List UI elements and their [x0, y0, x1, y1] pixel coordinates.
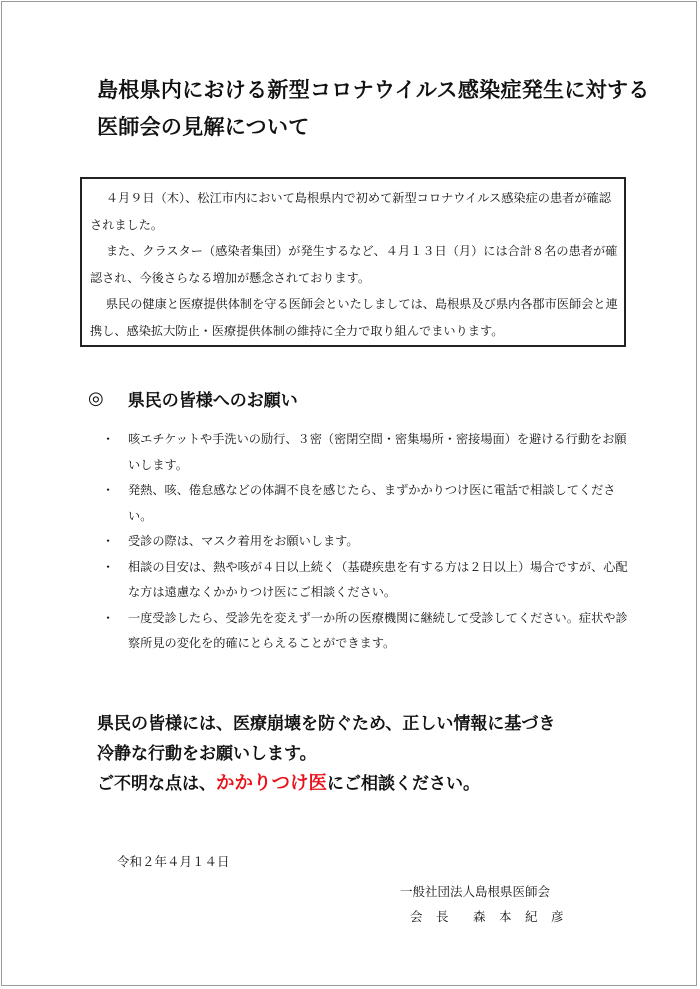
list-item — [102, 529, 634, 555]
signatory — [410, 907, 564, 925]
signatory-name: 森 本 紀 彦 — [473, 909, 565, 924]
list-item-text: 咳エチケットや手洗いの励行、３密（密閉空間・密集場所・密接場面）を避ける行動をお願いします。 — [128, 432, 627, 472]
bullet-icon: ・ — [102, 534, 115, 548]
closing-message — [97, 709, 657, 799]
bullet-icon: ・ — [102, 559, 115, 574]
list-item — [102, 606, 634, 657]
list-item-text: 受診の際は、マスク着用をお願いします。 — [128, 534, 359, 548]
request-list — [102, 427, 634, 657]
page-title — [97, 72, 657, 146]
section-heading — [88, 386, 298, 411]
section-heading-text: 県民の皆様へのお願い — [127, 391, 298, 411]
intro-paragraph: 県民の健康と医療提供体制を守る医師会といたしましては、島根県及び県内各郡市医師会と連携し、感染拡大防止・医療提供体制の維持に全力で取り組んでまいります。 — [90, 297, 618, 338]
document-date: 令和２年４月１４日 — [117, 854, 230, 869]
closing-line-3-pre: ご不明な点は、 — [97, 774, 216, 794]
intro-box — [80, 177, 626, 347]
bullet-icon: ・ — [102, 610, 115, 625]
list-item-text: 発熱、咳、倦怠感などの体調不良を感じたら、まずかかりつけ医に電話で相談してください。 — [128, 483, 616, 523]
bullet-icon: ・ — [102, 432, 115, 446]
document-page — [1, 1, 697, 986]
closing-line-3 — [97, 769, 657, 799]
title-line-1: 島根県内における新型コロナウイルス感染症発生に対する — [97, 78, 650, 102]
double-circle-icon: ◎ — [88, 388, 104, 409]
list-item — [102, 427, 634, 478]
list-item — [102, 478, 634, 529]
bullet-icon: ・ — [102, 483, 115, 497]
closing-line-1: 県民の皆様には、医療崩壊を防ぐため、正しい情報に基づき — [97, 714, 556, 734]
closing-line-3-post: にご相談ください。 — [327, 774, 481, 794]
signatory-role: 会 長 — [410, 909, 450, 924]
intro-paragraph: また、クラスター（感染者集団）が発生するなど、４月１３日（月）には合計８名の患者が確認され、今後さらなる増加が懸念されております。 — [90, 244, 618, 285]
organization-name: 一般社団法人島根県医師会 — [400, 884, 551, 899]
list-item-text: 一度受診したら、受診先を変えず一か所の医療機関に継続して受診してください。症状や診察所見の変化を的確にとらえることができます。 — [128, 610, 628, 650]
closing-highlight: かかりつけ医 — [216, 773, 328, 794]
closing-line-2: 冷静な行動をお願いします。 — [97, 744, 317, 764]
list-item — [102, 555, 634, 606]
list-item-text: 相談の目安は、熱や咳が４日以上続く（基礎疾患を有する方は２日以上）場合ですが、心配な方は遠慮なくかかりつけ医にご相談ください。 — [128, 559, 628, 599]
title-line-2: 医師会の見解について — [97, 115, 310, 139]
intro-paragraph: ４月９日（木）、松江市内において島根県内で初めて新型コロナウイルス感染症の患者が確認されました。 — [90, 191, 611, 232]
